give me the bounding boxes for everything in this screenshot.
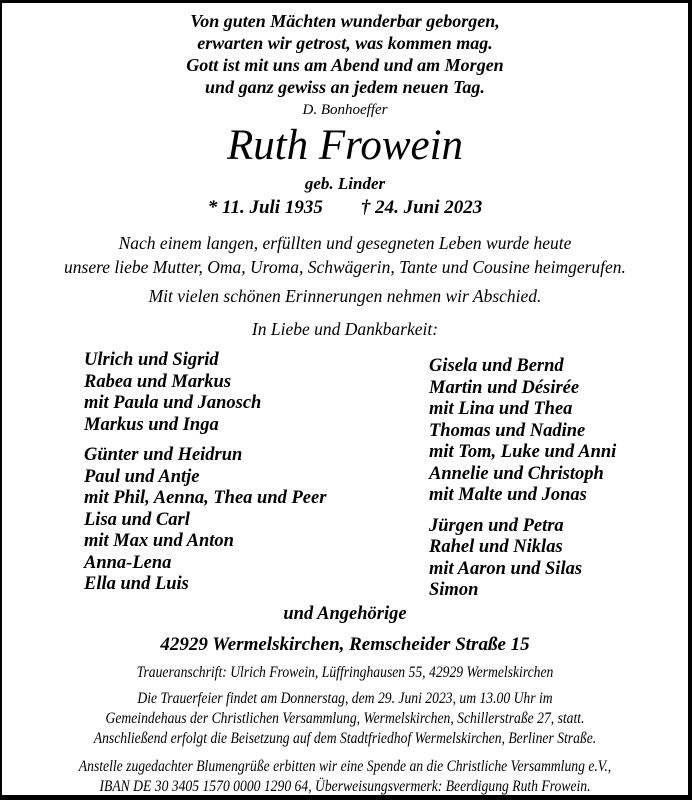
memorial-quote [2,3,688,98]
mourner-line: Martin und Désirée [429,377,580,398]
funeral-detail-line: Gemeindehaus der Christlichen Versammlung, Wermelskirchen, Schillerstraße 27, statt. [105,709,585,727]
quote-line: erwarten wir getrost, was kommen mag. [197,33,493,53]
mourner-line: Rahel und Niklas [429,537,563,557]
mourner-line: mit Max und Anton [84,531,234,551]
announcement-line: unsere liebe Mutter, Oma, Uroma, Schwägerin, Tante und Cousine heimgerufen. [64,257,626,277]
funeral-detail-line: Anschließend erfolgt die Beisetzung auf dem Stadtfriedhof Wermelskirchen, Berliner Straße. [93,729,597,747]
mourner-line: Jürgen und Petra [429,515,564,536]
mourner-line: Markus und Inga [84,414,219,435]
mourner-line: Ella und Luis [84,574,189,594]
maiden-name: geb. Linder [304,174,386,193]
mourner-line: Thomas und Nadine [429,420,586,441]
quote-line: und ganz gewiss an jedem neuen Tag. [205,77,485,97]
life-dates [2,196,688,220]
death-date: † 24. Juni 2023 [360,197,483,218]
mourner-line: Paul und Antje [84,466,200,487]
relatives-suffix: und Angehörige [283,603,407,624]
dedication-line: In Liebe und Dankbarkeit: [251,319,439,339]
mourner-line: Gisela und Bernd [429,356,564,376]
mourner-line: mit Aaron und Silas [429,558,583,579]
announcement-text [2,231,688,279]
mourner-line: Rabea und Markus [84,371,232,392]
mourner-line: mit Malte und Jonas [429,485,587,505]
announcement-line: Nach einem langen, erfüllten und gesegneten Leben wurde heute [118,233,572,253]
quote-line: Von guten Mächten wunderbar geborgen, [190,11,500,31]
birth-date: * 11. Juli 1935 [207,197,323,218]
mourner-line: Lisa und Carl [84,509,190,530]
mourner-line: Ulrich und Sigrid [84,350,219,370]
mourners-left-column [84,350,429,602]
mourner-line: mit Phil, Aenna, Thea und Peer [84,488,327,508]
address-line: 42929 Wermelskirchen, Remscheider Straße 15 [160,633,530,655]
mourner-group [429,356,616,507]
donation-note [43,757,647,797]
mourner-group [429,516,616,602]
mourner-line: Annelie und Christoph [429,463,604,484]
mourner-line: Günter und Heidrun [84,445,243,465]
funeral-detail-line: Die Trauerfeier findet am Donnerstag, dem 29. Juni 2023, um 13.00 Uhr im [137,689,553,707]
farewell-line: Mit vielen schönen Erinnerungen nehmen wir Abschied. [148,286,542,306]
mourner-line: Anna-Lena [84,552,172,573]
mourners-right-column [429,350,616,602]
mourner-line: mit Lina und Thea [429,399,573,419]
deceased-name: Ruth Frowein [226,122,464,169]
donation-note-line: Anstelle zugedachter Blumengrüße erbitten wir eine Spende an die Christliche Versammlung e.V., [78,757,612,775]
mourners-columns [2,350,688,602]
quote-attribution: D. Bonhoeffer [302,102,388,118]
quote-line: Gott ist mit uns am Abend und am Morgen [186,55,504,75]
mourning-address: Traueranschrift: Ulrich Frowein, Lüffringhausen 55, 42929 Wermelskirchen [136,663,554,681]
mourner-line: Simon [429,580,479,600]
mourner-line: mit Paula und Janosch [84,393,262,413]
mourner-line: mit Tom, Luke und Anni [429,442,617,462]
funeral-details [43,689,647,749]
mourner-group [84,350,429,436]
donation-note-line: IBAN DE 30 3405 1570 0000 1290 64, Überweisungsvermerk: Beerdigung Ruth Frowein. [99,777,591,795]
mourner-group [84,445,429,596]
